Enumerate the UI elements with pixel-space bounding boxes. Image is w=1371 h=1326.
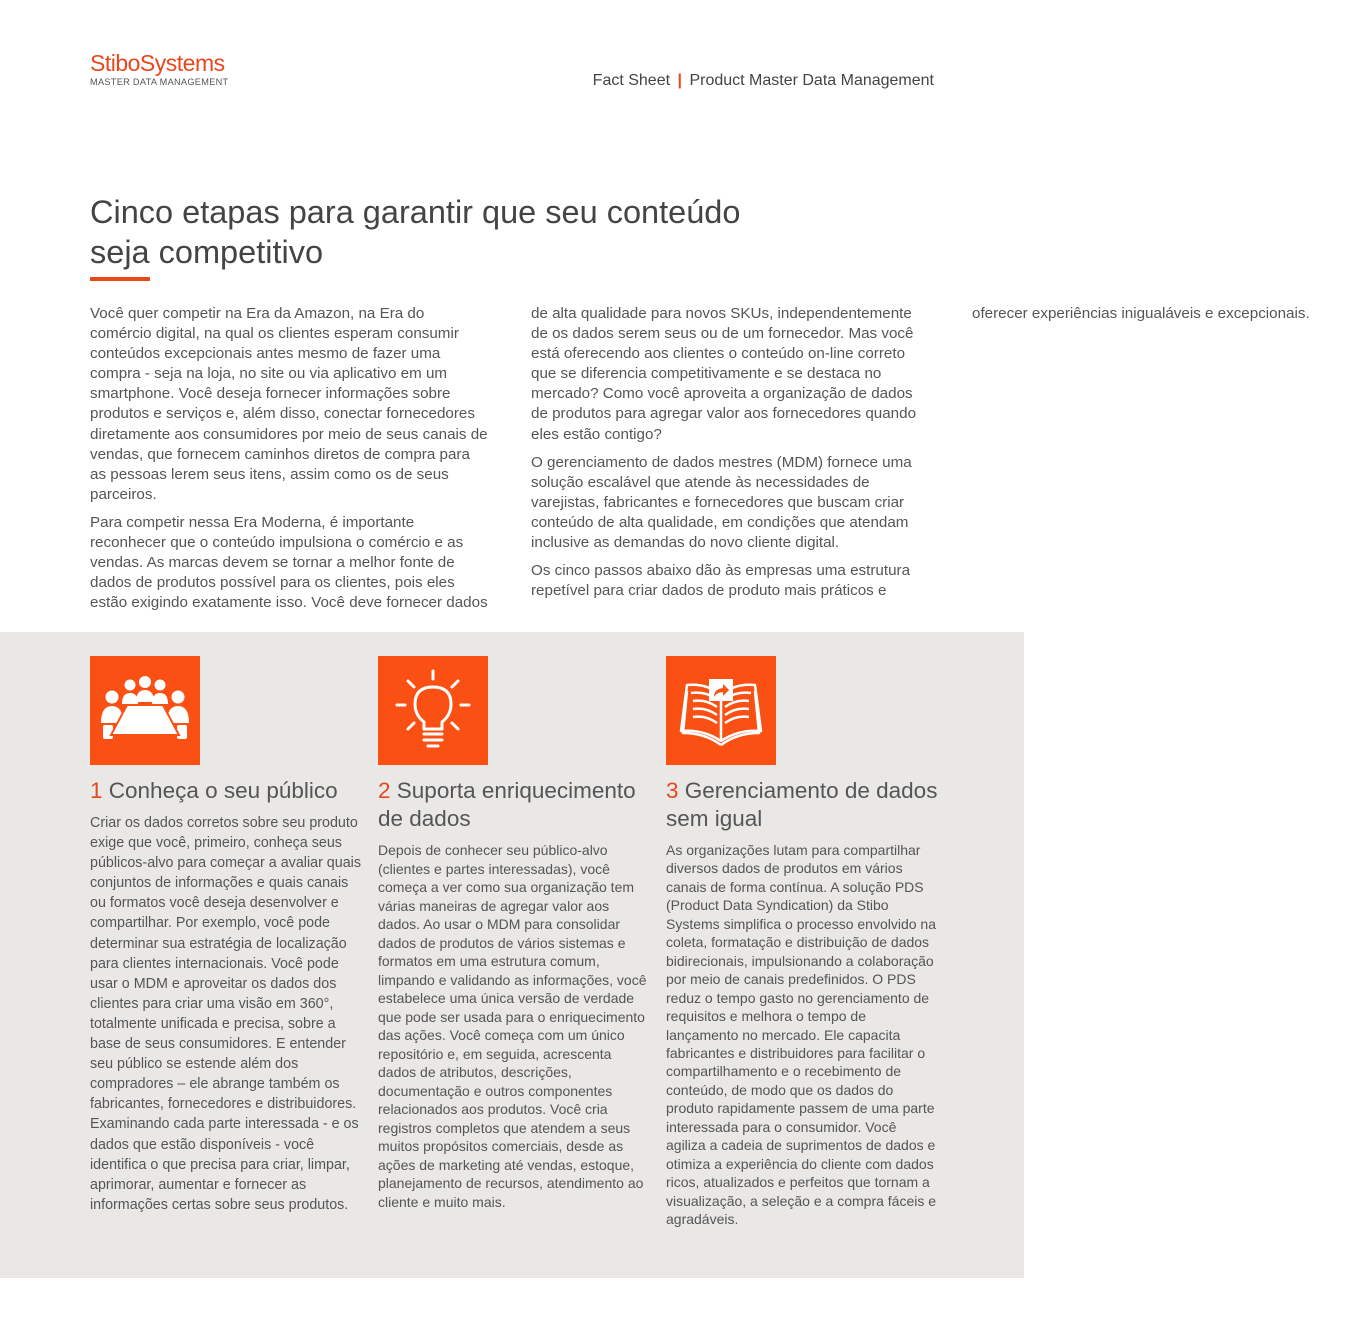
title-line-1: Cinco etapas para garantir que seu conteúdo [90,194,741,230]
step-heading [378,777,650,833]
intro-paragraph: O gerenciamento de dados mestres (MDM) fornece uma solução escalável que atende às necessidades de varejistas, fabricantes e fornecedores que buscam criar conteúdo de alta qualidade, em condições que atendam inclusive as demandas do novo cliente digital. [531,453,912,552]
step-1 [90,656,362,1215]
step-title: Gerenciamento de dados sem igual [666,778,938,831]
step-body: As organizações lutam para compartilhar diversos dados de produtos em vários canais de forma contínua. A solução PDS (Product Data Syndication) da Stibo Systems simplifica o processo envolvido na coleta, formatação e distribuição de dados bidirecionais, impulsionando a colaboração por meio de canais predefinidos. O PDS reduz o tempo gasto no gerenciamento de requisitos e melhora o tempo de lançamento no mercado. Ele capacita fabricantes e distribuidores para facilitar o compartilhamento e o recebimento de conteúdo, de modo que os dados do produto rapidamente passem de uma parte interessada para o consumidor. Você agiliza a cadeia de suprimentos de dados e otimiza a experiência do cliente com dados ricos, atualizados e perfeitos que tornam a visualização, a seleção e a compra fáceis e agradáveis. [666,842,937,1228]
step-body: Depois de conhecer seu público-alvo (clientes e partes interessadas), você começa a ver como sua organização tem várias maneiras de agregar valor aos dados. Ao usar o MDM para consolidar dados de produtos de vários sistemas e formatos em uma estrutura comum, limpando e validando as informações, você estabelece uma única versão de verdade que pode ser usada para o enriquecimento das ações. Você começa com um único repositório e, em seguida, acrescenta dados de atributos, descrições, documentação e outros componentes relacionados aos produtos. Você cria registros completos que atendem a seus muitos propósitos comerciais, desde as ações de marketing até vendas, estoque, planejamento de recursos, atendimento ao cliente e muito mais. [378,842,647,1210]
open-book-share-icon [666,656,776,765]
document-label [593,72,934,90]
step-number: 1 [90,778,103,803]
step-heading [90,777,362,805]
step-3 [666,656,938,1229]
logo-name: StiboSystems [90,50,225,76]
step-number: 2 [378,778,391,803]
intro-text [90,304,1310,614]
company-logo [90,50,228,88]
logo-tagline: MASTER DATA MANAGEMENT [90,77,229,87]
step-title: Conheça o seu público [108,778,338,803]
header-separator: | [677,72,682,89]
step-body: Criar os dados corretos sobre seu produto exige que você, primeiro, conheça seus públicos-alvo para começar a avaliar quais conjuntos de informações e quais canais ou formatos você deseja desenvolver e compartilhar. Por exemplo, você pode determinar sua estratégia de localização para clientes internacionais. Você pode usar o MDM e aproveitar os dados dos clientes para criar uma visão em 360°, totalmente unificada e precisa, sobre a base de seus consumidores. E entender seu público se estende além dos compradores – ele abrange também os fabricantes, fornecedores e distribuidores. Examinando cada parte interessada - e os dados que estão disponíveis - você identifica o que precisa para criar, limpar, aprimorar, aumentar e fornecer as informações certas sobre seus produtos. [90,815,361,1213]
step-heading [666,777,938,833]
doc-subject: Product Master Data Management [689,72,934,89]
title-underline [90,277,150,281]
meeting-people-icon [90,656,200,765]
step-title: Suporta enriquecimento de dados [378,778,636,831]
intro-paragraph: Você quer competir na Era da Amazon, na Era do comércio digital, na qual os clientes esperam consumir conteúdos excepcionais antes mesmo de fazer uma compra - seja na loja, no site ou via aplicativo em um smartphone. Você deseja fornecer informações sobre produtos e serviços e, além disso, conectar fornecedores diretamente aos consumidores por meio de seus canais de vendas, que fornecem caminhos diretos de compra para as pessoas lerem seus itens, assim como os de seus parceiros. [90,305,488,503]
lightbulb-icon [378,656,488,765]
intro-paragraph: Os cinco passos abaixo dão às empresas uma estrutura repetível para criar dados de produto mais práticos e oferecer experiências inigualáveis e excepcionais. [531,305,1310,600]
step-2 [378,656,650,1211]
page-title [90,192,850,272]
step-number: 3 [666,778,679,803]
doc-type: Fact Sheet [592,72,671,89]
intro-paragraph: Para competir nessa Era Moderna, é importante reconhecer que o conteúdo impulsiona o comércio e as vendas. As marcas devem se tornar a melhor fonte de dados de produtos possível para os clientes, pois eles estão exigindo exatamente isso. Você deve fornecer dados de alta qualidade para novos SKUs, independentemente de os dados serem seus ou de um fornecedor. Mas você está oferecendo aos clientes o conteúdo on-line correto que se diferencia competitivamente e se destaca no mercado? Como você aproveita a organização de dados de produtos para agregar valor aos fornecedores quando eles estão contigo? [90,305,917,612]
title-line-2: seja competitivo [90,234,324,270]
